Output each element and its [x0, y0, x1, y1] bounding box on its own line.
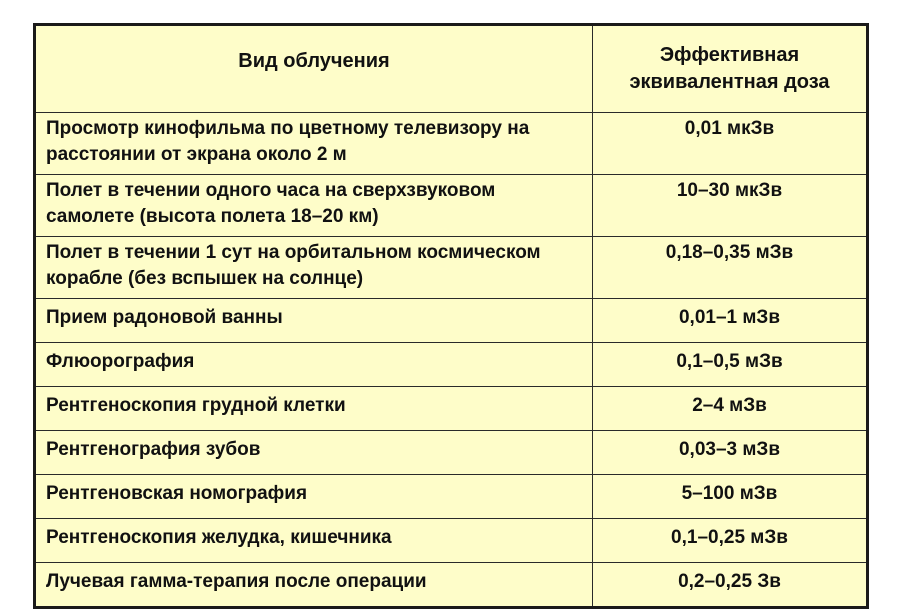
table-row [35, 299, 868, 343]
table-row [35, 343, 868, 387]
dose-cell: 0,2–0,25 Зв [593, 563, 868, 608]
exposure-type-cell: Лучевая гамма-терапия после операции [35, 563, 593, 608]
exposure-type-cell: Рентгеновская номография [35, 475, 593, 519]
dose-cell: 0,01–1 мЗв [593, 299, 868, 343]
table-row [35, 431, 868, 475]
dose-cell: 0,1–0,25 мЗв [593, 519, 868, 563]
dose-cell: 0,18–0,35 мЗв [593, 237, 868, 299]
exposure-type-cell: Рентгеноскопия грудной клетки [35, 387, 593, 431]
exposure-type-cell: Просмотр кинофильма по цветному телевизору на расстоянии от экрана около 2 м [35, 113, 593, 175]
header-effective-dose: Эффективная эквивалентная доза [593, 25, 868, 113]
dose-cell: 10–30 мкЗв [593, 175, 868, 237]
table-row [35, 519, 868, 563]
table-row [35, 387, 868, 431]
dose-cell: 2–4 мЗв [593, 387, 868, 431]
exposure-type-cell: Флюорография [35, 343, 593, 387]
table-row [35, 175, 868, 237]
exposure-type-cell: Полет в течении одного часа на сверхзвуковом самолете (высота полета 18–20 км) [35, 175, 593, 237]
radiation-dose-table [33, 23, 869, 609]
table-row [35, 475, 868, 519]
exposure-type-cell: Рентгеноскопия желудка, кишечника [35, 519, 593, 563]
header-row [35, 25, 868, 113]
dose-cell: 0,01 мкЗв [593, 113, 868, 175]
exposure-type-cell: Прием радоновой ванны [35, 299, 593, 343]
table-row [35, 237, 868, 299]
header-exposure-type: Вид облучения [35, 25, 593, 113]
exposure-type-cell: Рентгенография зубов [35, 431, 593, 475]
dose-cell: 0,1–0,5 мЗв [593, 343, 868, 387]
dose-cell: 0,03–3 мЗв [593, 431, 868, 475]
exposure-type-cell: Полет в течении 1 сут на орбитальном космическом корабле (без вспышек на солнце) [35, 237, 593, 299]
table-row [35, 563, 868, 608]
dose-cell: 5–100 мЗв [593, 475, 868, 519]
table-row [35, 113, 868, 175]
